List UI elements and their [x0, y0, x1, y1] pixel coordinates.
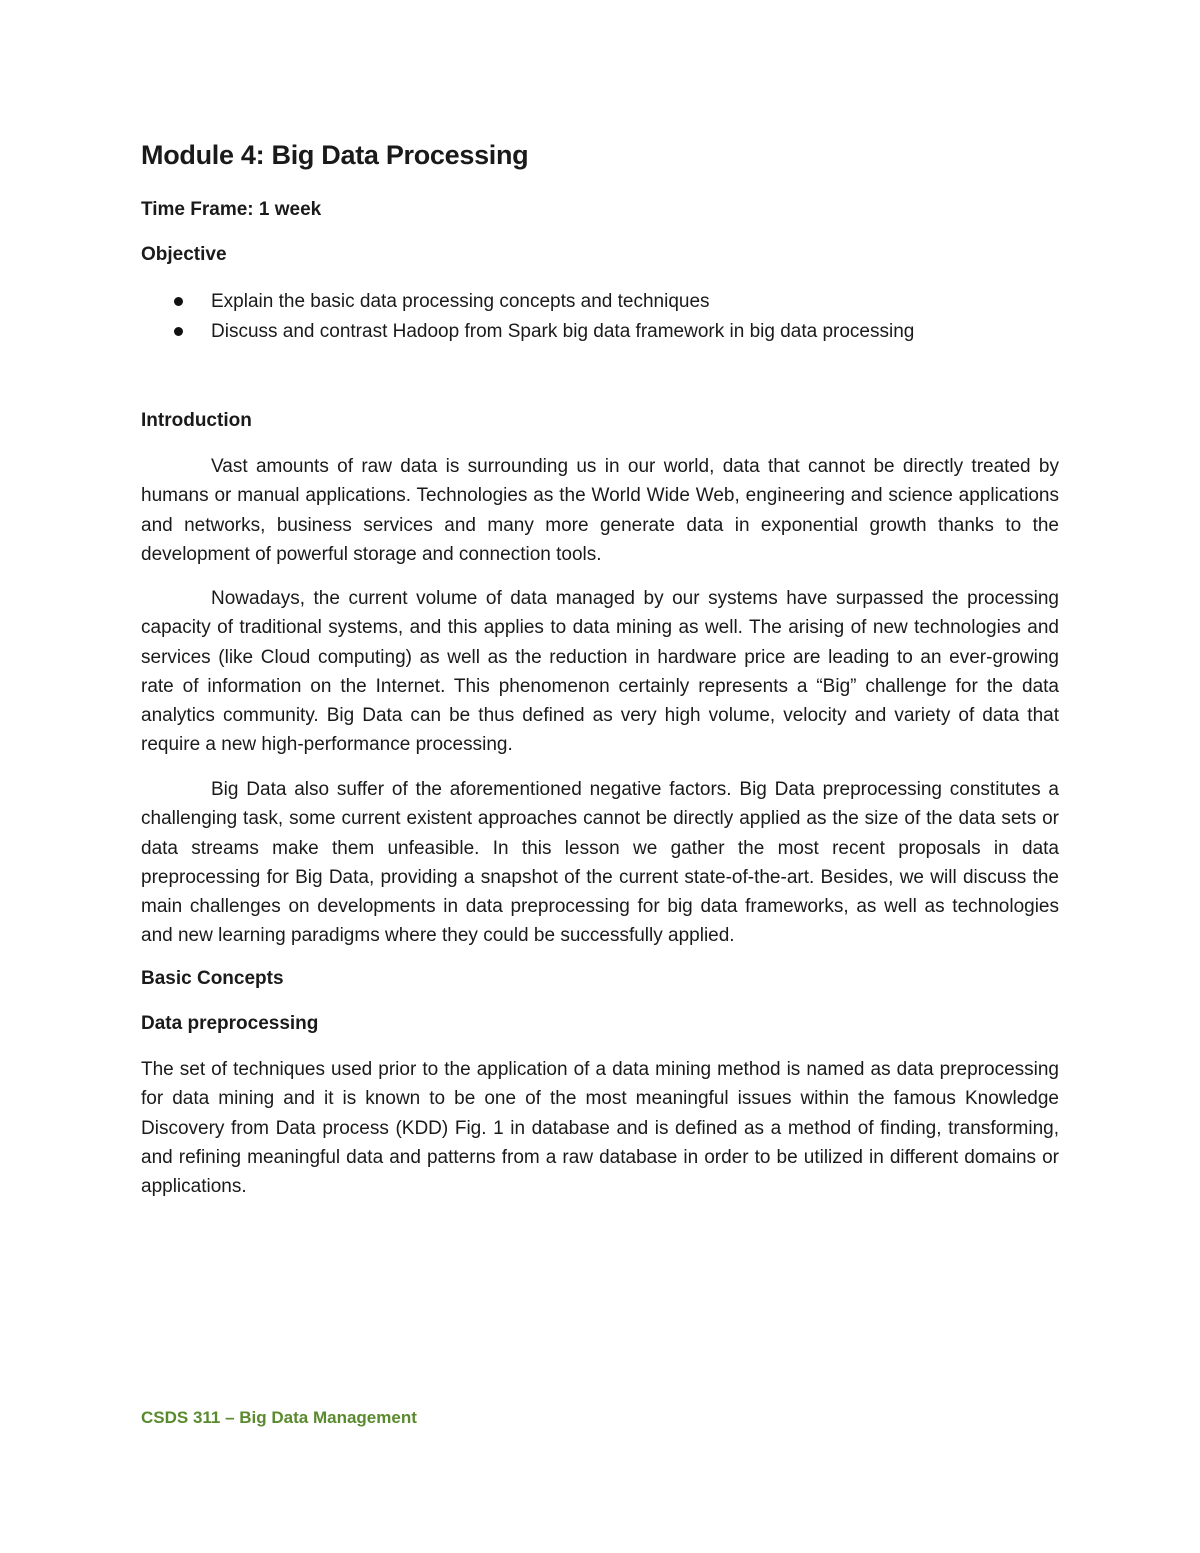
- basic-concepts-heading: Basic Concepts: [141, 968, 284, 989]
- objective-list: [141, 287, 1059, 347]
- list-item: [141, 317, 1059, 347]
- bullet-icon: [174, 327, 183, 336]
- introduction-heading: Introduction: [141, 410, 252, 431]
- page-footer: CSDS 311 – Big Data Management: [141, 1408, 417, 1427]
- intro-paragraph-2: Nowadays, the current volume of data managed by our systems have surpassed the processing capacity of traditional systems, and this applies to data mining as well. The arising of new technologies and services (like Cloud computing) as well as the reduction in hardware price are leading to an ever-growing rate of information on the Internet. This phenomenon certainly represents a “Big” challenge for the data analytics community. Big Data can be thus defined as very high volume, velocity and variety of data that require a new high-performance processing.: [141, 588, 1059, 756]
- page-title: Module 4: Big Data Processing: [141, 140, 529, 170]
- objective-text: Discuss and contrast Hadoop from Spark big data framework in big data processing: [211, 321, 915, 342]
- time-frame: Time Frame: 1 week: [141, 199, 322, 220]
- data-preprocessing-paragraph: The set of techniques used prior to the application of a data mining method is named as data preprocessing for data mining and it is known to be one of the most meaningful issues within the famous Knowledge Discovery from Data process (KDD) Fig. 1 in database and is defined as a method of finding, transforming, and refining meaningful data and patterns from a raw database in order to be utilized in different domains or applications.: [141, 1059, 1059, 1198]
- objective-text: Explain the basic data processing concepts and techniques: [211, 291, 710, 312]
- intro-paragraph-1: Vast amounts of raw data is surrounding us in our world, data that cannot be directly treated by humans or manual applications. Technologies as the World Wide Web, engineering and science applications and networks, business services and many more generate data in exponential growth thanks to the development of powerful storage and connection tools.: [141, 456, 1059, 565]
- intro-paragraph-3: Big Data also suffer of the aforementioned negative factors. Big Data preprocessing constitutes a challenging task, some current existent approaches cannot be directly applied as the size of the data sets or data streams make them unfeasible. In this lesson we gather the most recent proposals in data preprocessing for Big Data, providing a snapshot of the current state-of-the-art. Besides, we will discuss the main challenges on developments in data preprocessing for big data frameworks, as well as technologies and new learning paradigms where they could be successfully applied.: [141, 779, 1059, 947]
- bullet-icon: [174, 297, 183, 306]
- list-item: [141, 287, 1059, 317]
- objective-heading: Objective: [141, 244, 227, 265]
- data-preprocessing-heading: Data preprocessing: [141, 1013, 319, 1034]
- document-page: [141, 0, 1059, 1553]
